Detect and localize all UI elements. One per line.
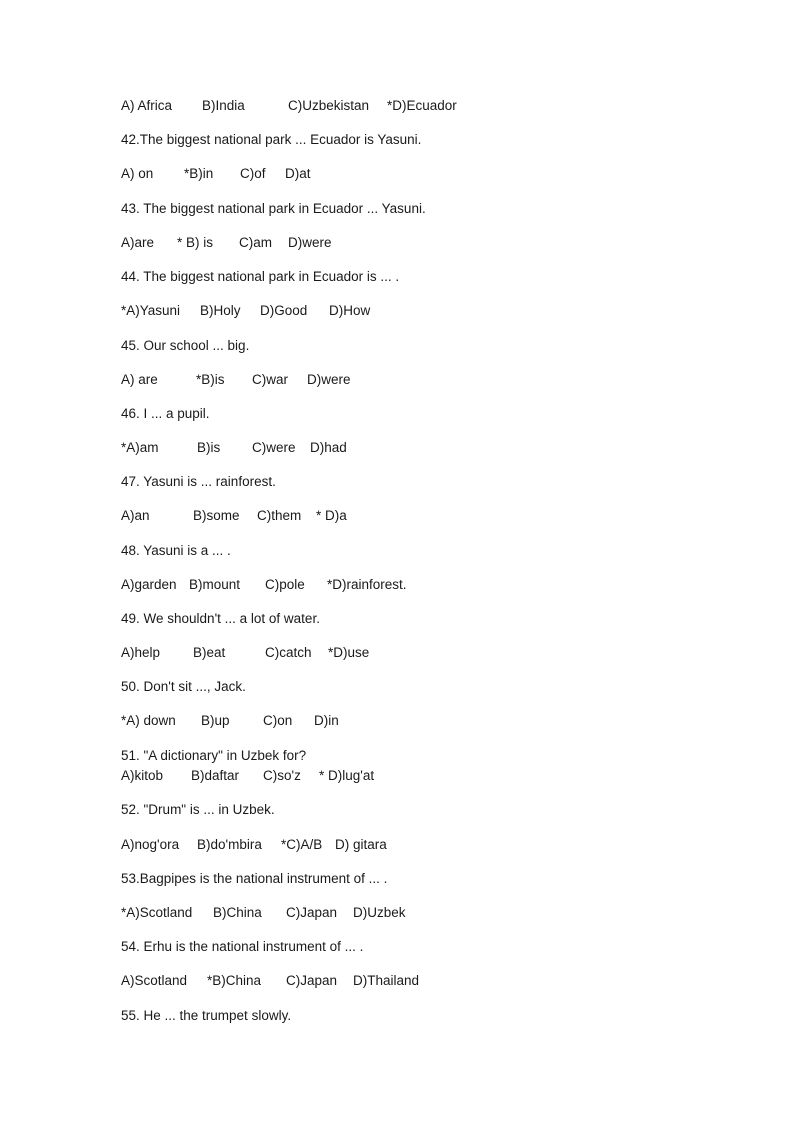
question-text: 42.The biggest national park ... Ecuador is Yasuni. <box>121 132 422 147</box>
answer-option: C)Japan <box>286 973 338 988</box>
answer-option: A)help <box>121 645 161 660</box>
answer-option: A) are <box>121 372 158 387</box>
answer-option: *C)A/B <box>281 837 323 852</box>
answer-option: A) on <box>121 166 154 181</box>
answer-option: D)Thailand <box>353 973 420 988</box>
question-text: 45. Our school ... big. <box>121 338 250 353</box>
answer-option: * D)a <box>316 508 347 523</box>
answer-option: *A)Scotland <box>121 905 193 920</box>
answer-option: *A)am <box>121 440 159 455</box>
answer-option: D)were <box>307 372 351 387</box>
answer-option: A)nog'ora <box>121 837 180 852</box>
answer-option: A) Africa <box>121 98 173 113</box>
answer-option: B)up <box>201 713 230 728</box>
question-text: 43. The biggest national park in Ecuador ... Yasuni. <box>121 201 426 216</box>
answer-option: D)Uzbek <box>353 905 406 920</box>
answer-option: *A)Yasuni <box>121 303 181 318</box>
answer-option: *B)is <box>196 372 225 387</box>
answer-option: D)were <box>288 235 332 250</box>
question-text: 44. The biggest national park in Ecuador is ... . <box>121 269 400 284</box>
question-text: 52. "Drum" is ... in Uzbek. <box>121 802 275 817</box>
question-text: 47. Yasuni is ... rainforest. <box>121 474 276 489</box>
question-text: 51. "A dictionary" in Uzbek for? <box>121 748 307 763</box>
answer-option: * D)lug'at <box>319 768 375 783</box>
question-text: 48. Yasuni is a ... . <box>121 543 231 558</box>
answer-option: C)so'z <box>263 768 301 783</box>
answer-option: B)eat <box>193 645 226 660</box>
answer-option: A)Scotland <box>121 973 188 988</box>
answer-option: A)are <box>121 235 155 250</box>
answer-option: A)an <box>121 508 150 523</box>
question-text: 50. Don't sit ..., Jack. <box>121 679 246 694</box>
answer-option: B)do'mbira <box>197 837 262 852</box>
answer-option: C)catch <box>265 645 312 660</box>
answer-option: B)mount <box>189 577 241 592</box>
answer-option: A)garden <box>121 577 177 592</box>
answer-option: C)am <box>239 235 272 250</box>
answer-option: D) gitara <box>335 837 387 852</box>
answer-option: A)kitob <box>121 768 164 783</box>
answer-option: C)them <box>257 508 302 523</box>
answer-option: D)at <box>285 166 311 181</box>
answer-option: C)Uzbekistan <box>288 98 370 113</box>
answer-option: *B)China <box>207 973 262 988</box>
answer-option: *B)in <box>184 166 214 181</box>
answer-option: C)of <box>240 166 266 181</box>
answer-option: C)on <box>263 713 293 728</box>
answer-option: B)is <box>197 440 221 455</box>
answer-option: C)were <box>252 440 296 455</box>
question-text: 49. We shouldn't ... a lot of water. <box>121 611 320 626</box>
answer-option: *A) down <box>121 713 176 728</box>
question-text: 55. He ... the trumpet slowly. <box>121 1008 292 1023</box>
answer-option: *D)use <box>328 645 370 660</box>
answer-option: B)China <box>213 905 262 920</box>
answer-option: D)in <box>314 713 339 728</box>
answer-option: B)India <box>202 98 245 113</box>
answer-option: B)some <box>193 508 240 523</box>
answer-option: D)had <box>310 440 347 455</box>
answer-option: *D)Ecuador <box>387 98 457 113</box>
answer-option: C)war <box>252 372 288 387</box>
question-text: 53.Bagpipes is the national instrument of ... . <box>121 871 388 886</box>
answer-option: D)How <box>329 303 371 318</box>
question-text: 54. Erhu is the national instrument of ... . <box>121 939 364 954</box>
answer-option: *D)rainforest. <box>327 577 407 592</box>
answer-option: B)daftar <box>191 768 240 783</box>
answer-option: C)Japan <box>286 905 338 920</box>
answer-option: D)Good <box>260 303 308 318</box>
question-text: 46. I ... a pupil. <box>121 406 210 421</box>
answer-option: C)pole <box>265 577 305 592</box>
answer-option: B)Holy <box>200 303 241 318</box>
answer-option: * B) is <box>177 235 214 250</box>
